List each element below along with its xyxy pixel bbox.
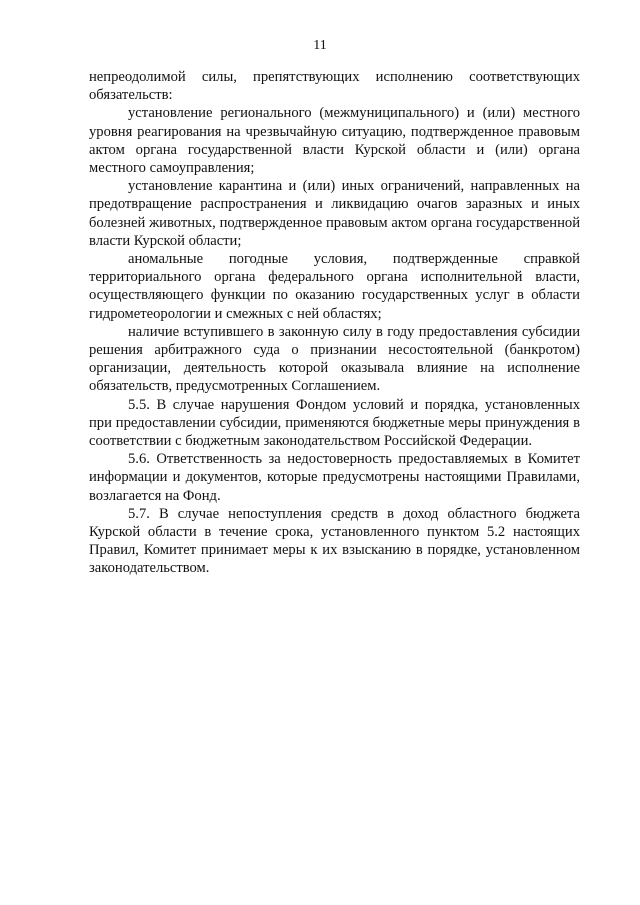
paragraph-quarantine: установление карантина и (или) иных ограничений, направленных на предотвращение распространения и ликвидацию очагов заразных и иных болезней животных, подтвержденное правовым актом органа государственной власти Курской области;	[89, 178, 580, 249]
paragraph-bankruptcy: наличие вступившего в законную силу в году предоставления субсидии решения арбитражного суда о признании несостоятельной (банкротом) организации, деятельность которой оказывала влияние на исполнение обязательств, предусмотренных Соглашением.	[89, 323, 580, 395]
paragraph-5-7: 5.7. В случае непоступления средств в доход областного бюджета Курской области в течение срока, установленного пунктом 5.2 настоящих Правил, Комитет принимает меры к их взысканию в порядке, установленном законодательством.	[89, 505, 580, 577]
document-body	[89, 68, 580, 578]
paragraph-emergency-response: установление регионального (межмуниципального) и (или) местного уровня реагирования на чрезвычайную ситуацию, подтвержденное правовым актом органа государственной власти Курской области и (или) органа местного самоуправления;	[89, 105, 580, 177]
paragraph-force-majeure-continuation: непреодолимой силы, препятствующих исполнению соответствующих обязательств:	[89, 69, 580, 104]
paragraph-weather-conditions: аномальные погодные условия, подтвержденные справкой территориального органа федерального органа исполнительной власти, осуществляющего функции по оказанию государственных услуг в области гидрометеорологии и смежных с ней областях;	[89, 251, 580, 322]
paragraph-5-6: 5.6. Ответственность за недостоверность предоставляемых в Комитет информации и документов, которые предусмотрены настоящими Правилами, возлагается на Фонд.	[89, 451, 580, 504]
paragraph-5-5: 5.5. В случае нарушения Фондом условий и порядка, установленных при предоставлении субсидии, применяются бюджетные меры принуждения в соответствии с бюджетным законодательством Российской Федерации.	[89, 396, 580, 450]
page-number: 11	[313, 38, 327, 53]
